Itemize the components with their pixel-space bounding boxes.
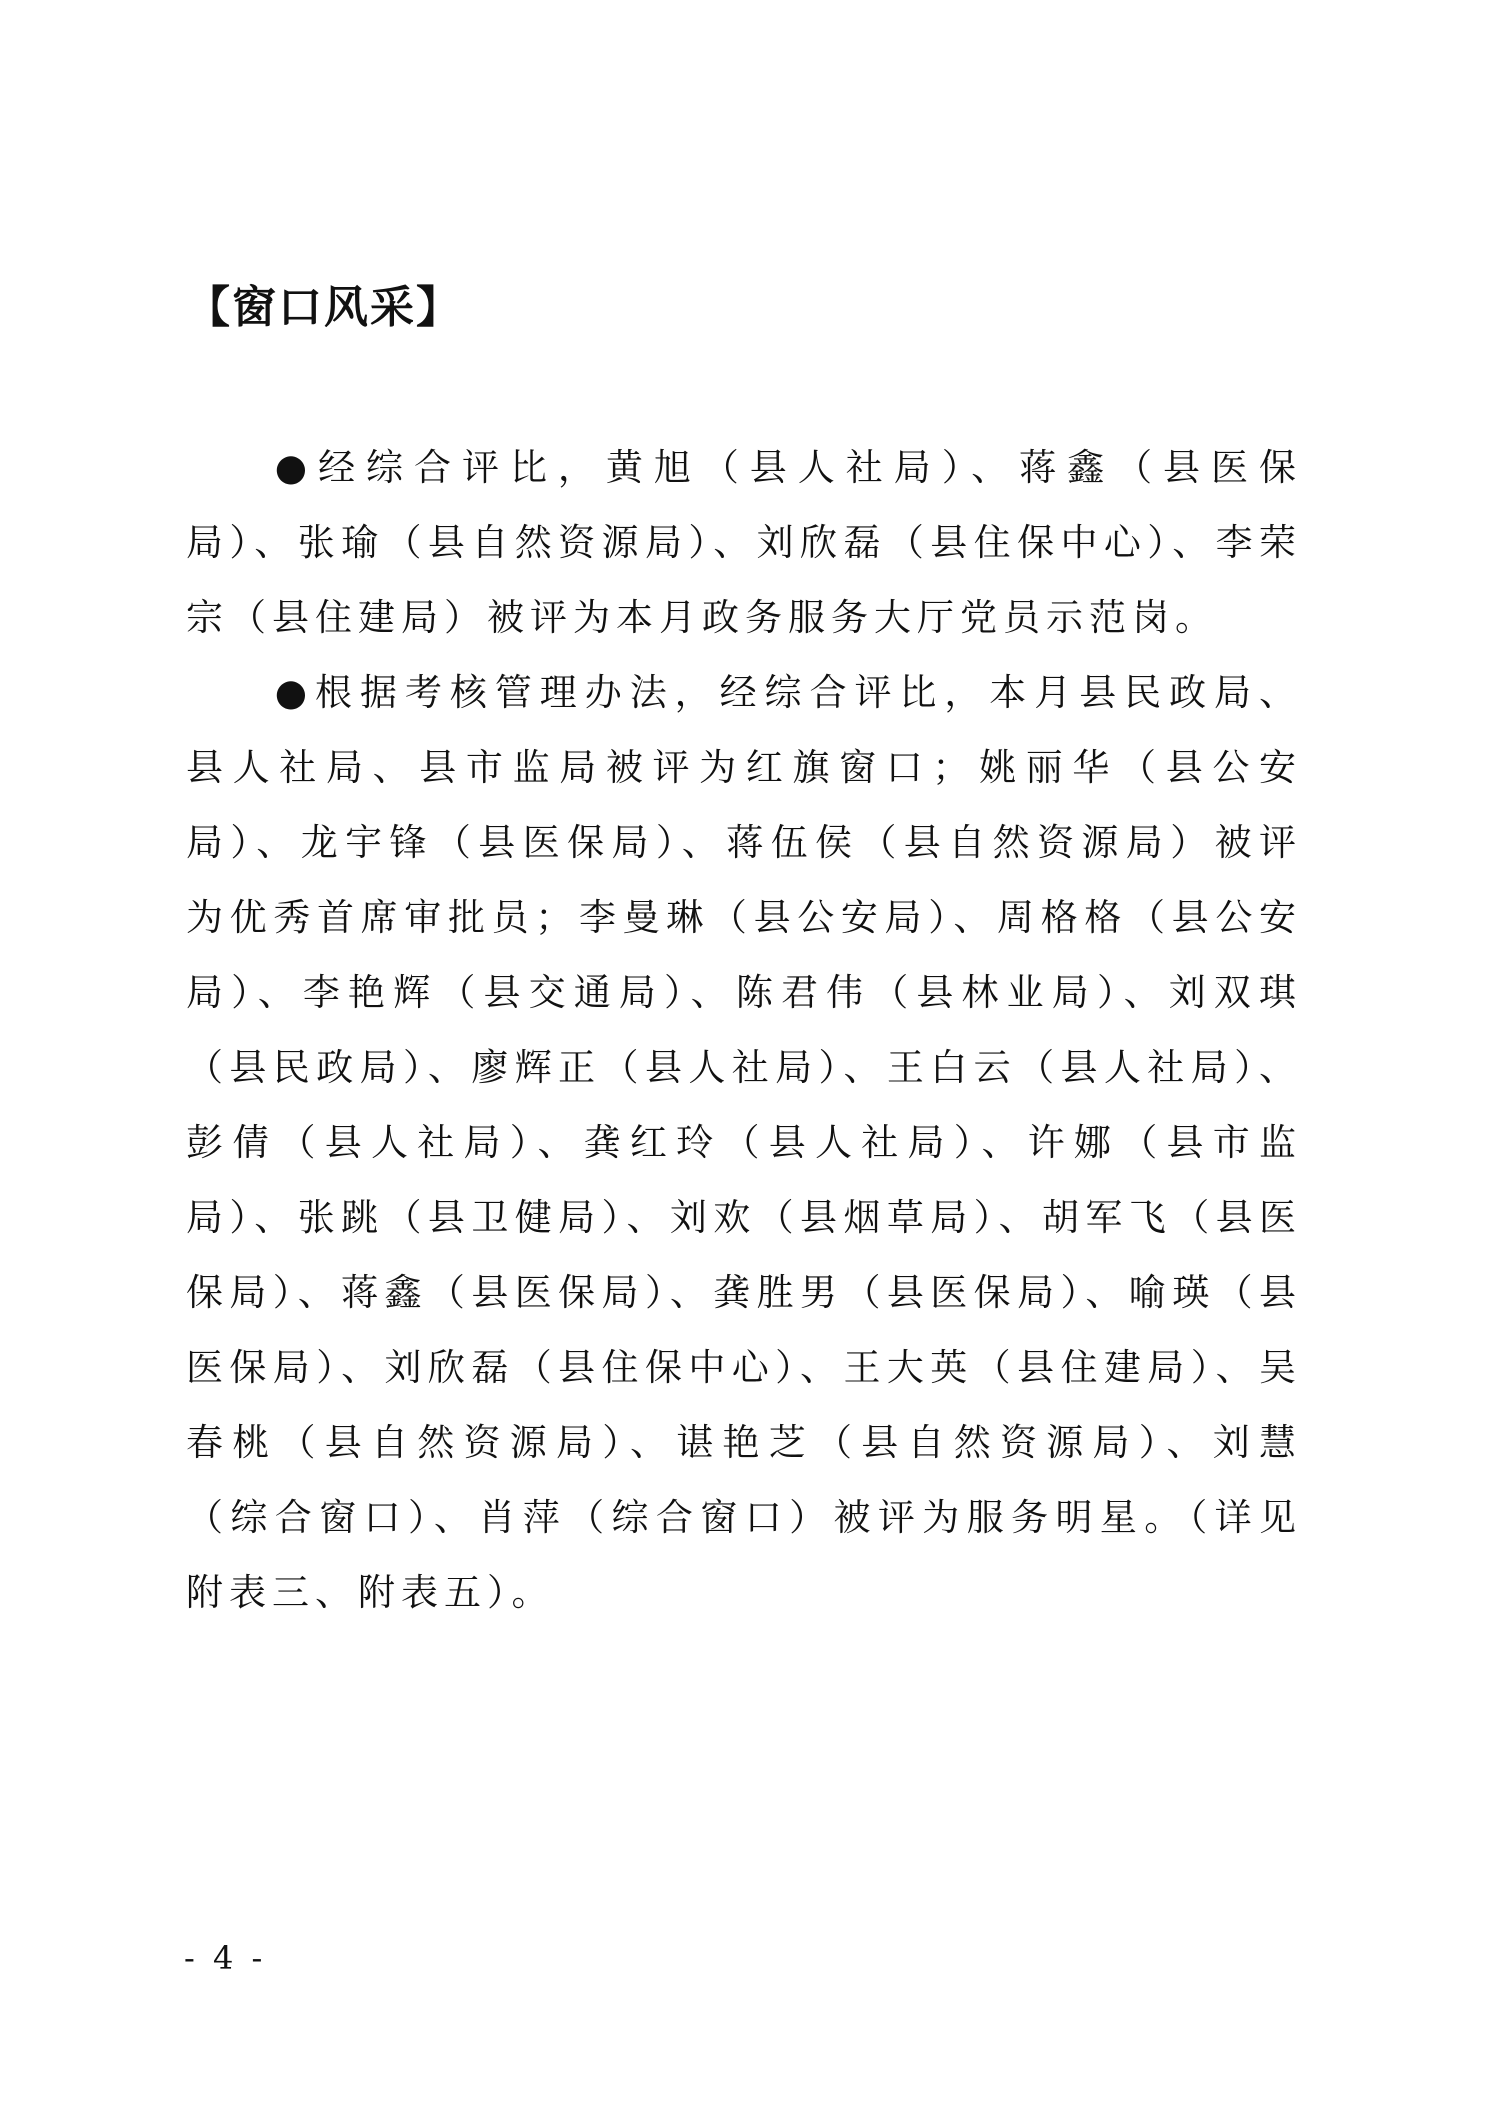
body-text	[186, 430, 1302, 1630]
bullet-icon: ●	[274, 446, 319, 489]
paragraph-party-member-posts	[186, 430, 1302, 655]
bullet-icon: ●	[274, 671, 316, 714]
paragraph-text: 经综合评比，黄旭（县人社局）、蒋鑫（县医保局）、张瑜（县自然资源局）、刘欣磊（县住保中心）、李荣宗（县住建局）被评为本月政务服务大厅党员示范岗。	[186, 446, 1302, 639]
paragraph-red-flag-windows	[186, 655, 1302, 1630]
page-number: - 4 -	[184, 1939, 267, 1977]
paragraph-text: 根据考核管理办法，经综合评比，本月县民政局、县人社局、县市监局被评为红旗窗口；姚丽华（县公安局）、龙宇锋（县医保局）、蒋伍侯（县自然资源局）被评为优秀首席审批员；李曼琳（县公安局）、周格格（县公安局）、李艳辉（县交通局）、陈君伟（县林业局）、刘双琪（县民政局）、廖辉正（县人社局）、王白云（县人社局）、彭倩（县人社局）、龚红玲（县人社局）、许娜（县市监局）、张跳（县卫健局）、刘欢（县烟草局）、胡军飞（县医保局）、蒋鑫（县医保局）、龚胜男（县医保局）、喻瑛（县医保局）、刘欣磊（县住保中心）、王大英（县住建局）、吴春桃（县自然资源局）、谌艳芝（县自然资源局）、刘慧（综合窗口）、肖萍（综合窗口）被评为服务明星。（详见附表三、附表五）。	[186, 671, 1303, 1614]
section-title: 【窗口风采】	[186, 282, 462, 333]
